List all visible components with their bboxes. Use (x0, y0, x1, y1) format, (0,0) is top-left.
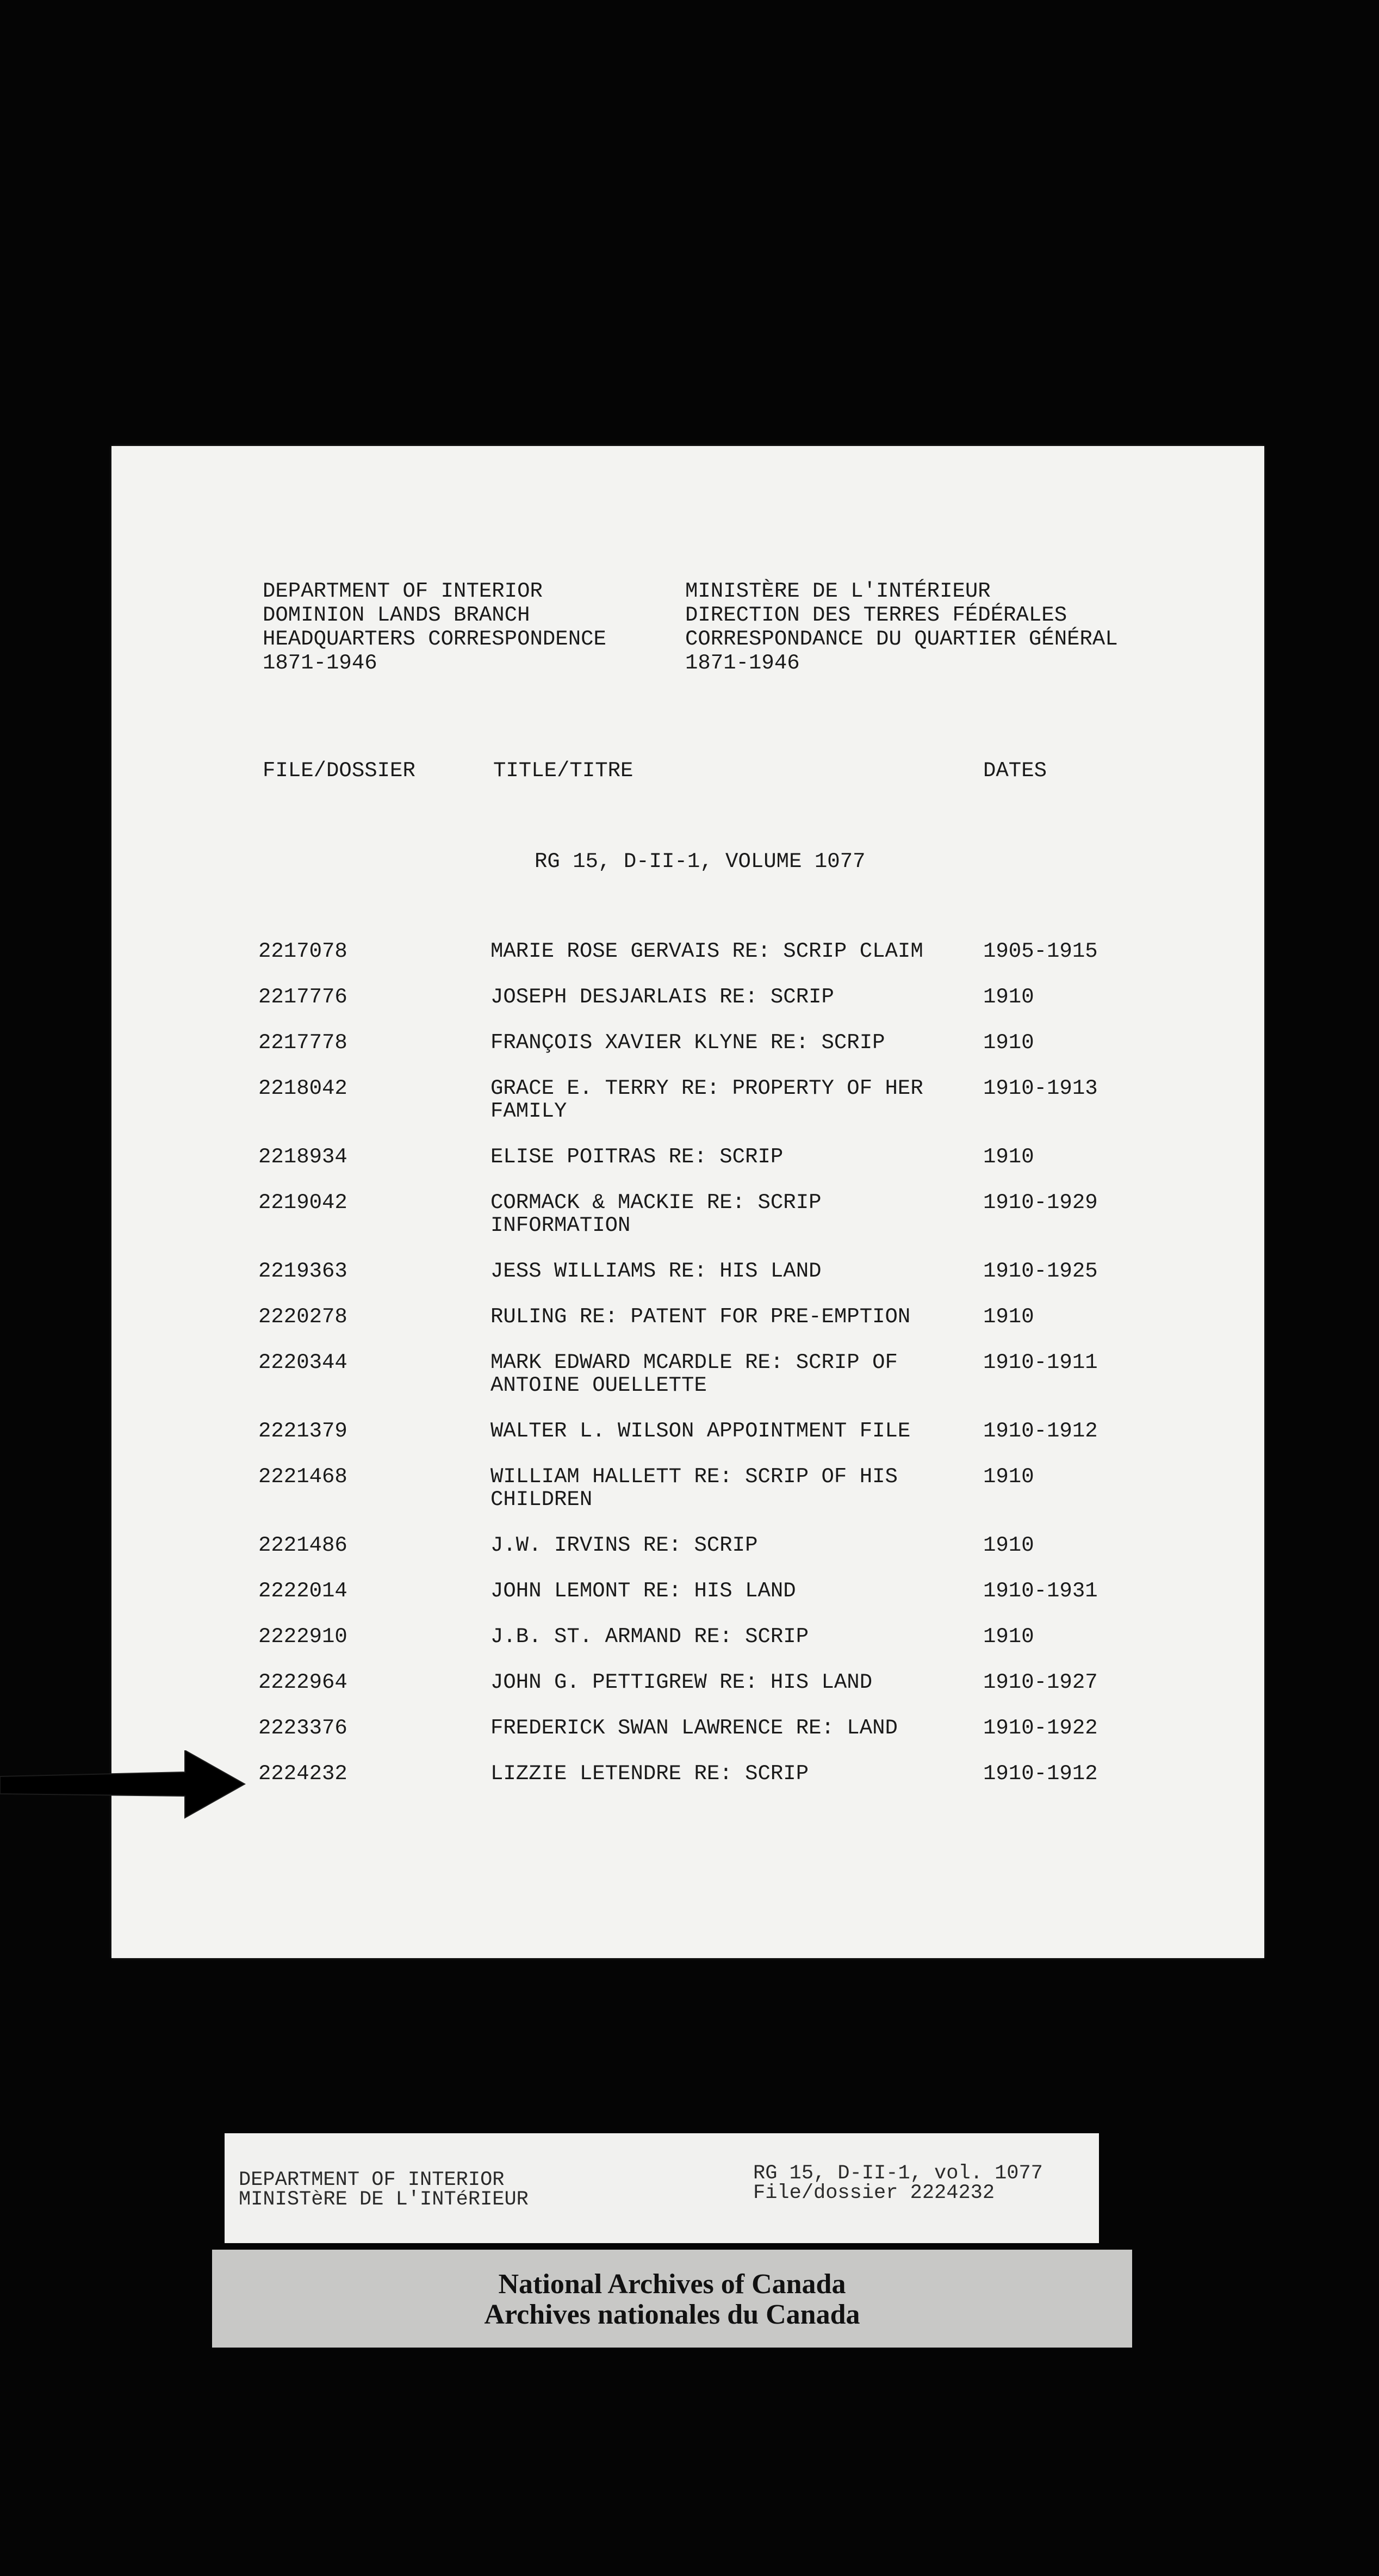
header-english (263, 579, 606, 675)
table-row (258, 1534, 1248, 1580)
archive-name-english: National Archives of Canada (498, 2269, 846, 2300)
file-dates: 1910 (983, 1031, 1034, 1055)
file-title: CORMACK & MACKIE RE: SCRIP INFORMATION (490, 1191, 822, 1237)
table-row (258, 1191, 1248, 1260)
file-dates: 1910-1929 (983, 1191, 1098, 1215)
file-title: LIZZIE LETENDRE RE: SCRIP (490, 1762, 809, 1786)
table-row (258, 1260, 1248, 1305)
file-title: WILLIAM HALLETT RE: SCRIP OF HIS CHILDREN (490, 1465, 898, 1512)
table-row (258, 1465, 1248, 1534)
file-title: J.W. IRVINS RE: SCRIP (490, 1533, 758, 1557)
file-dates: 1905-1915 (983, 939, 1098, 963)
label-department (239, 2170, 529, 2209)
file-dates: 1910 (983, 1533, 1034, 1557)
table-row (258, 1351, 1248, 1420)
table-row (258, 1625, 1248, 1671)
header-line: MINISTÈRE DE L'INTÉRIEUR (685, 579, 991, 603)
file-number: 2221379 (258, 1419, 347, 1443)
column-header-file: FILE/DOSSIER (263, 759, 415, 783)
document-page (111, 446, 1264, 1958)
file-dates: 1910-1925 (983, 1259, 1098, 1283)
file-number: 2224232 (258, 1762, 347, 1786)
label-line: DEPARTMENT OF INTERIOR (239, 2169, 505, 2191)
file-dates: 1910 (983, 985, 1034, 1009)
file-dates: 1910-1912 (983, 1762, 1098, 1786)
table-row (258, 1305, 1248, 1351)
table-row (258, 1420, 1248, 1465)
file-number: 2222014 (258, 1579, 347, 1603)
file-title: GRACE E. TERRY RE: PROPERTY OF HER FAMILY (490, 1076, 923, 1123)
volume-reference: RG 15, D-II-1, VOLUME 1077 (535, 850, 866, 874)
file-number: 2217778 (258, 1031, 347, 1055)
file-number: 2221486 (258, 1533, 347, 1557)
table-row (258, 986, 1248, 1031)
table-row (258, 1717, 1248, 1762)
label-line: File/dossier 2224232 (753, 2182, 995, 2205)
file-dates: 1910 (983, 1465, 1034, 1489)
header-line: DIRECTION DES TERRES FÉDÉRALES (685, 603, 1067, 627)
file-number: 2221468 (258, 1465, 347, 1489)
header-line: 1871-1946 (685, 651, 800, 675)
file-title: WALTER L. WILSON APPOINTMENT FILE (490, 1419, 911, 1443)
file-list (258, 940, 1248, 1808)
label-reference (753, 2164, 1043, 2203)
file-dates: 1910-1931 (983, 1579, 1098, 1603)
table-row-marked (258, 1762, 1248, 1808)
header-french (685, 579, 1118, 675)
file-title: MARIE ROSE GERVAIS RE: SCRIP CLAIM (490, 939, 923, 963)
file-dates: 1910-1912 (983, 1419, 1098, 1443)
table-row (258, 1580, 1248, 1625)
file-dates: 1910 (983, 1305, 1034, 1329)
file-number: 2218042 (258, 1076, 347, 1100)
table-row (258, 1031, 1248, 1077)
file-number: 2222910 (258, 1625, 347, 1649)
file-title: FRANÇOIS XAVIER KLYNE RE: SCRIP (490, 1031, 885, 1055)
file-number: 2220344 (258, 1351, 347, 1374)
file-title: JOSEPH DESJARLAIS RE: SCRIP (490, 985, 834, 1009)
label-line: MINISTèRE DE L'INTéRIEUR (239, 2188, 529, 2211)
file-dates: 1910-1922 (983, 1716, 1098, 1740)
file-number: 2222964 (258, 1670, 347, 1694)
header-line: HEADQUARTERS CORRESPONDENCE (263, 627, 606, 651)
header-line: 1871-1946 (263, 651, 377, 675)
file-number: 2217776 (258, 985, 347, 1009)
file-title: MARK EDWARD MCARDLE RE: SCRIP OF ANTOINE OUELLETTE (490, 1351, 898, 1397)
file-dates: 1910-1911 (983, 1351, 1098, 1374)
header-line: DEPARTMENT OF INTERIOR (263, 579, 543, 603)
file-number: 2220278 (258, 1305, 347, 1329)
file-dates: 1910-1927 (983, 1670, 1098, 1694)
file-number: 2218934 (258, 1145, 347, 1169)
file-title: RULING RE: PATENT FOR PRE-EMPTION (490, 1305, 911, 1329)
file-title: FREDERICK SWAN LAWRENCE RE: LAND (490, 1716, 898, 1740)
reference-label-strip (225, 2133, 1099, 2243)
file-title: JOHN LEMONT RE: HIS LAND (490, 1579, 796, 1603)
column-header-dates: DATES (983, 759, 1047, 783)
header-line: CORRESPONDANCE DU QUARTIER GÉNÉRAL (685, 627, 1118, 651)
file-number: 2217078 (258, 939, 347, 963)
table-row (258, 1671, 1248, 1717)
file-title: JESS WILLIAMS RE: HIS LAND (490, 1259, 822, 1283)
file-number: 2219042 (258, 1191, 347, 1215)
file-number: 2223376 (258, 1716, 347, 1740)
file-title: ELISE POITRAS RE: SCRIP (490, 1145, 784, 1169)
file-title: J.B. ST. ARMAND RE: SCRIP (490, 1625, 809, 1649)
label-line: RG 15, D-II-1, vol. 1077 (753, 2162, 1043, 2185)
file-dates: 1910-1913 (983, 1076, 1098, 1100)
column-header-title: TITLE/TITRE (493, 759, 633, 783)
table-row (258, 940, 1248, 986)
file-title: JOHN G. PETTIGREW RE: HIS LAND (490, 1670, 873, 1694)
header-line: DOMINION LANDS BRANCH (263, 603, 530, 627)
file-number: 2219363 (258, 1259, 347, 1283)
arrow-right-icon (0, 1750, 250, 1821)
table-row (258, 1145, 1248, 1191)
file-dates: 1910 (983, 1625, 1034, 1649)
archive-name-french: Archives nationales du Canada (484, 2299, 860, 2330)
archive-label (212, 2250, 1132, 2348)
file-dates: 1910 (983, 1145, 1034, 1169)
table-row (258, 1077, 1248, 1145)
